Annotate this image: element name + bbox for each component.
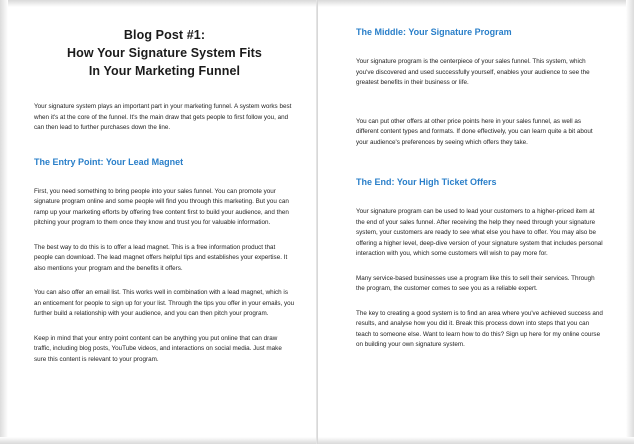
- section-2-spacer: [356, 162, 604, 176]
- section-3-paragraph-3: The key to creating a good system is to find an area where you've achieved success and results, and analyse how you did it. Break this process down into steps that you can teach to someone else. Want to learn how to do this? Sign up here for my online course on building your own signature system.: [356, 309, 603, 348]
- section-3-paragraph-2: Many service-based businesses use a program like this to sell their services. Through the program, the customer comes to see you as a reliable expert.: [356, 274, 595, 292]
- heading-spacer-2: [356, 49, 604, 57]
- right-column: [317, 0, 634, 444]
- section-heading-middle: The Middle: Your Signature Program: [356, 27, 512, 37]
- section-1-paragraph-1: First, you need something to bring people into your sales funnel. You can promote your signature program online and some people will find you through this marketing. But you can ramp up your marketing efforts by offering free content first to build your audience, and then pitching your program to them once they know and trust you for valuable information.: [34, 187, 289, 226]
- section-2-paragraph-1: Your signature program is the centerpiece of your sales funnel. This system, which you've discovered and used successfully yourself, enables your audience to see the greatest benefits in their business or life.: [356, 58, 590, 86]
- section-2-paragraph-2: You can put other offers at other price points here in your sales funnel, as well as different content types and formats. If done effectively, you can learn quite a bit about your audience's preferences by seeing which offers they take.: [356, 117, 593, 146]
- section-3-paragraph-1: Your signature program can be used to lead your customers to a higher-priced item at the end of your sales funnel. After receiving the help they need through your signature system, your customers are ready to see what else you have to offer. You may also be offering a higher level, deep-dive version of your signature system that includes personal interaction with you, which some customers will wish to pay more for.: [356, 208, 603, 257]
- page-title: [34, 26, 295, 80]
- section-1-paragraph-3: You can also offer an email list. This works well in combination with a lead magnet, which is an enticement for people to sign up for your list. Through the tips you offer in your emails, you further build a relationship with your audience, and you can then pitch your program.: [34, 289, 295, 317]
- page-title-line-1: Blog Post #1:: [123, 28, 206, 42]
- page-title-line-2: How Your Signature System Fits: [67, 46, 262, 60]
- heading-spacer-1: [34, 179, 295, 187]
- intro-spacer: [34, 148, 295, 156]
- title-spacer: [34, 80, 295, 102]
- section-1-paragraph-4: Keep in mind that your entry point content can be anything you put online that can draw traffic, including blog posts, YouTube videos, and interactions on social media. Just make sure this content is relevant to your program.: [34, 334, 282, 363]
- section-heading-entry-point: The Entry Point: Your Lead Magnet: [34, 156, 184, 167]
- section-1-paragraph-2: The best way to do this is to offer a lead magnet. This is a free information product that people can download. The lead magnet offers helpful tips and establishes your expertise. It also mentions your program and the benefits it offers.: [34, 243, 288, 272]
- section-heading-end: The End: Your High Ticket Offers: [356, 177, 497, 187]
- heading-spacer-3: [356, 199, 604, 207]
- page-title-line-3: In Your Marketing Funnel: [88, 64, 241, 78]
- section-2-inner-spacer: [356, 103, 604, 117]
- intro-paragraph: Your signature system plays an important part in your marketing funnel. A system works best when it's at the core of the funnel. It's the main draw that gets people to first follow you, and can then lead to further purchases down the line.: [34, 103, 292, 131]
